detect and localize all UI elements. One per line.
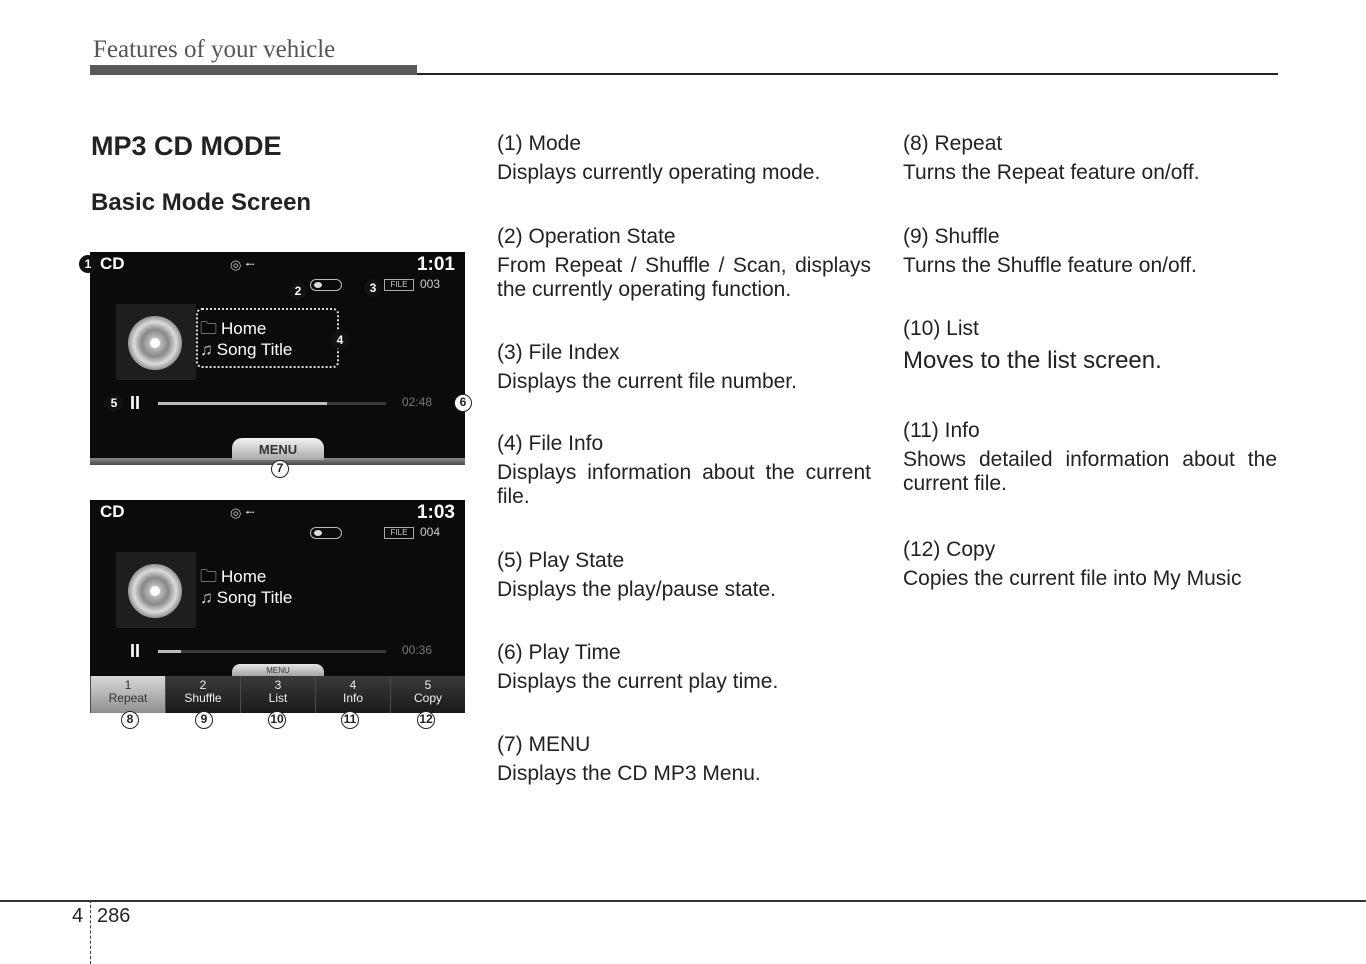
menu-item-list[interactable]: 3 List	[240, 676, 315, 713]
menu-item-repeat[interactable]: 1 Repeat	[90, 676, 165, 713]
mode-label: CD	[100, 502, 125, 521]
callout-7: 7	[271, 460, 289, 478]
progress-bar[interactable]	[158, 402, 386, 405]
menu-button[interactable]: MENU	[232, 664, 324, 678]
file-index: 003	[420, 277, 441, 291]
item-info: (11) Info Shows detailed information about the current file.	[903, 419, 1277, 495]
item-repeat: (8) Repeat Turns the Repeat feature on/off.	[903, 132, 1200, 184]
item-mode: (1) Mode Displays currently operating mode.	[497, 132, 821, 184]
item-operation-state: (2) Operation State From Repeat / Shuffle / Scan, displays the currently operating function.	[497, 225, 871, 301]
callout-3: 3	[364, 279, 382, 297]
disc-icon	[128, 316, 182, 370]
repeat-state-icon	[310, 279, 342, 291]
footer-divider	[90, 900, 91, 964]
item-play-state: (5) Play State Displays the play/pause state.	[497, 549, 776, 601]
page-number: 286	[97, 905, 131, 927]
item-file-info: (4) File Info Displays information about the current file.	[497, 432, 871, 508]
folder-name: Home	[221, 319, 267, 338]
status-icons: ◎ ⭪	[230, 505, 255, 520]
file-tag: FILE	[384, 279, 414, 291]
status-icons: ◎ ⭪	[230, 257, 255, 272]
callout-6: 6	[454, 394, 472, 412]
callout-11: 11	[341, 711, 359, 729]
clock: 1:01	[416, 254, 455, 275]
chapter-number: 4	[72, 905, 84, 927]
item-copy: (12) Copy Copies the current file into My Music	[903, 538, 1242, 590]
item-list: (10) List Moves to the list screen.	[903, 317, 1162, 374]
callout-9: 9	[195, 711, 213, 729]
callout-12: 12	[417, 711, 435, 729]
section-title: MP3 CD MODE	[91, 131, 282, 161]
menu-item-info[interactable]: 4 Info	[315, 676, 390, 713]
item-play-time: (6) Play Time Displays the current play time.	[497, 641, 779, 693]
file-index: 004	[420, 525, 441, 539]
basic-mode-screen	[90, 252, 465, 465]
repeat-state-icon	[310, 527, 342, 539]
progress-fill	[158, 402, 327, 405]
header-rule-thin	[417, 73, 1278, 75]
play-state[interactable]: II	[130, 641, 141, 661]
play-time: 00:36	[402, 643, 433, 657]
menu-button[interactable]: MENU	[232, 438, 324, 460]
menu-bar	[90, 676, 465, 713]
section-subtitle: Basic Mode Screen	[91, 189, 312, 216]
menu-item-shuffle[interactable]: 2 Shuffle	[165, 676, 240, 713]
folder-icon: 🗀	[200, 567, 217, 586]
clock: 1:03	[416, 502, 455, 523]
callout-1: 1	[79, 255, 97, 273]
callout-2: 2	[289, 282, 307, 300]
disc-icon	[128, 564, 182, 618]
folder-icon: 🗀	[200, 319, 217, 338]
progress-bar[interactable]	[158, 650, 386, 653]
running-header: Features of your vehicle	[93, 36, 336, 63]
callout-10: 10	[268, 711, 286, 729]
menu-mode-screen	[90, 500, 465, 713]
menu-item-copy[interactable]: 5 Copy	[390, 676, 465, 713]
song-title: Song Title	[216, 588, 293, 607]
callout-4: 4	[331, 331, 349, 349]
music-note-icon: ♫	[200, 340, 213, 359]
header-rule-thick	[90, 65, 417, 75]
file-tag: FILE	[384, 527, 414, 539]
play-state[interactable]: II	[130, 393, 141, 413]
progress-fill	[158, 650, 181, 653]
song-line	[200, 588, 292, 608]
item-menu: (7) MENU Displays the CD MP3 Menu.	[497, 733, 761, 785]
song-line	[200, 340, 292, 360]
play-time: 02:48	[402, 395, 433, 409]
song-title: Song Title	[216, 340, 293, 359]
folder-name: Home	[221, 567, 267, 586]
footer-rule	[0, 900, 1366, 902]
album-art	[116, 552, 196, 628]
music-note-icon: ♫	[200, 588, 213, 607]
item-file-index: (3) File Index Displays the current file number.	[497, 341, 797, 393]
album-art	[116, 304, 196, 380]
callout-5: 5	[105, 394, 123, 412]
mode-label: CD	[100, 254, 125, 273]
callout-8: 8	[121, 711, 139, 729]
item-shuffle: (9) Shuffle Turns the Shuffle feature on/off.	[903, 225, 1197, 277]
